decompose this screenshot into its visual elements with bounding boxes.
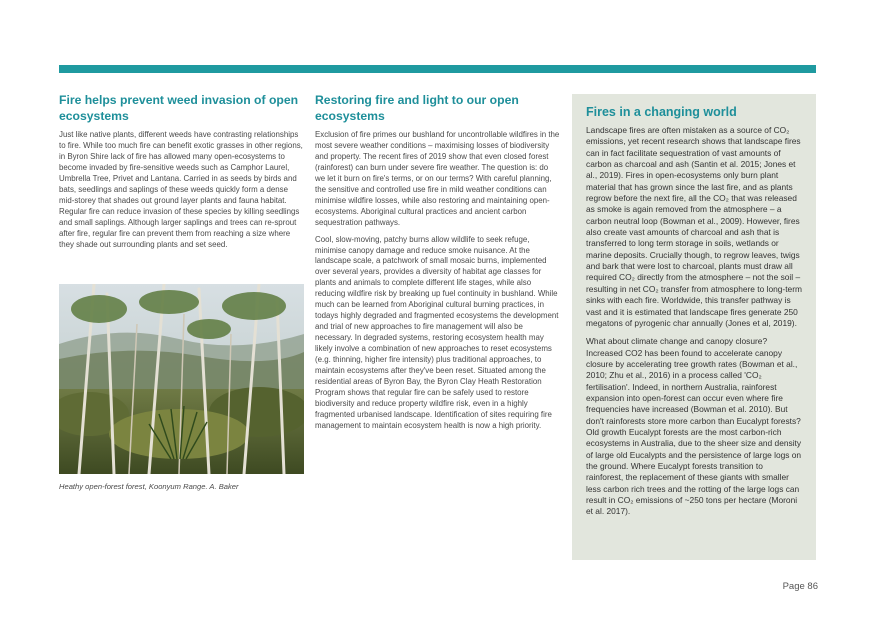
photo-caption: Heathy open-forest forest, Koonyum Range. A. Baker	[59, 482, 239, 491]
restoring-fire-heading: Restoring fire and light to our open ecosystems	[315, 93, 519, 123]
weed-invasion-paragraph: Just like native plants, different weeds have contrasting relationships to fire. While too much fire can benefit exotic grasses in other regions, in Byron Shire lack of fire has allowed many open-ecosystems to become invaded by fire-sensitive weeds such as Camphor Laurel, Umbrella Tree, Privet and Lantana. Carried in as seeds by birds and bats, seedlings and saplings of these weeds quickly form a dense mid-storey that shades out ground layer plants and fauna habitat. Regular fire can reduce invasion of these species by killing seedlings and small saplings. Although larger saplings and trees can re-sprout after fire, regular fire can prevent them from reaching a size where they shade out surrounding plants and set seed.	[59, 130, 303, 249]
restoring-fire-paragraph-2: Cool, slow-moving, patchy burns allow wildlife to seek refuge, minimise canopy damage and reduce smoke nuisance. At the landscape scale, a patchwork of small mosaic burns, implemented over several years, provides a diversity of habitat age classes for plants and animals to complete different life stages, while also reducing wildfire risk by breaking up fuel continuity in bushland. While much can be learned from Aboriginal cultural burning practices, in todays highly degraded and fragmented ecosystems the development and trial of new approaches to fire management will also be necessary. In degraded systems, restoring ecosystem health may likely involve a combination of new approaches to reset ecosystems (e.g. thinning, higher fire intensity) plus traditional approaches, to maintain ecosystems after they've been reset. Situated among the residential areas of Byron Bay, the Byron Clay Heath Restoration Program shows that regular fire can be safely used to restore biodiversity and reduce property wildfire risk, even in a highly fragmented urbanised landscape. Identification of sites requiring fire management to maintain ecosystem health is now a high priority.	[315, 234, 559, 430]
restoring-fire-paragraph-1: Exclusion of fire primes our bushland for uncontrollable wildfires in the most severe weather conditions – maximising losses of biodiversity and property. The recent fires of 2019 show that even closed forest (rainforest) can burn under severe fire weather. The question is: do we let it burn on fire's terms, or on our terms? With careful planning, the sensitive and controlled use fire in mild weather conditions can minimise wildfire losses, while also restoring and maintaining open-ecosystems. Aboriginal cultural practices and ancient carbon sequestration pathways.	[315, 130, 560, 227]
weed-invasion-heading: Fire helps prevent weed invasion of open ecosystems	[59, 93, 299, 123]
changing-world-sidebar	[572, 94, 816, 560]
header-accent-bar	[59, 65, 816, 73]
left-column	[59, 93, 304, 250]
forest-photo	[59, 284, 304, 474]
sidebar-paragraph-1: Landscape fires are often mistaken as a source of CO₂ emissions, yet recent research shows that landscape fires can in fact facilitate sequestration of vast amounts of carbon as charcoal and ash (Santin et al. 2015; Jones et al., 2019). Fires in open-ecosystems only burn plant material that has grown since the last fire, and as plants regrow before the next fire, all the CO₂ that was released as smoke is again removed from the atmosphere – a carbon neutral loop (Bowman et al., 2009). However, fires also create vast amounts of charcoal and ash that is transferred to long term storage in soils, wetlands or marine deposits. Crucially though, to regrow leaves, twigs and bark that were lost to charcoal, plants must draw all required CO₂ directly from the atmosphere – not the soil – resulting in net CO₂ transfer from atmosphere to long-term sinks with each fire. Worldwide, this transfer pathway is vast and it is estimated that landscape fires generate 250 megatons of pyrogenic char annually (Jones et al, 2019).	[586, 125, 802, 328]
sidebar-heading: Fires in a changing world	[586, 105, 737, 119]
middle-column	[315, 93, 560, 432]
sidebar-paragraph-2: What about climate change and canopy closure? Increased CO2 has been found to accelerate canopy closure by accelerating tree growth rates (Bowman et al., 2010; Zhu et al., 2016) in a process called 'CO₂ fertilisation'. Indeed, in northern Australia, rainforest expansion into open-forest can occur even where fire frequencies have increased (Bowman et al. 2010). But don't rainforests store more carbon than Eucalypt forests? Old growth Eucalypt forests are the most carbon-rich ecosystems in Australia, due to the sheer size and density of large old Eucalypts and the persistence of large logs on the ground. Where Eucalypt forests transition to rainforest, the replacement of these giants with smaller less carbon rich trees and the rotting of the large logs can result in CO₂ emissions of ~250 tons per hectare (Moroni et al. 2017).	[586, 336, 802, 517]
page-number: Page 86	[782, 581, 818, 592]
